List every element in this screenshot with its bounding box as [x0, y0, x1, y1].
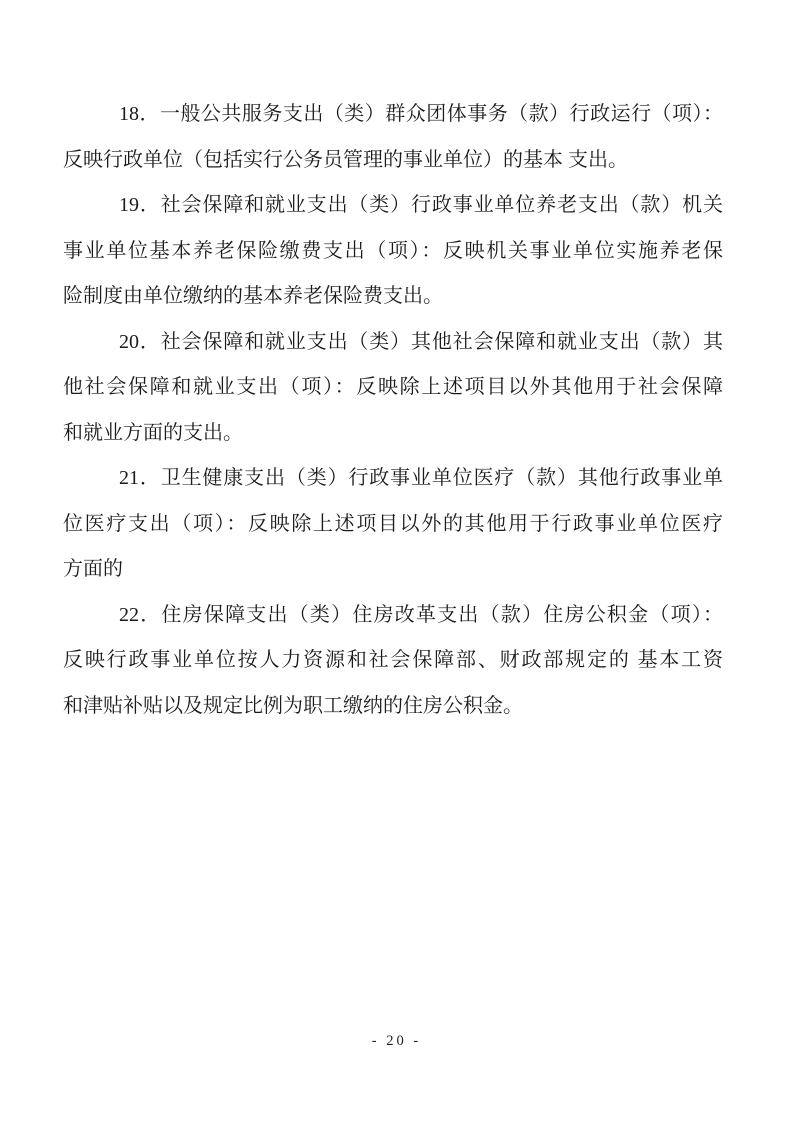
text-line: 险制度由单位缴纳的基本养老保险费支出。: [63, 285, 443, 307]
text-line: 反映行政单位（包括实行公务员管理的事业单位）的基本 支出。: [63, 148, 628, 171]
text-line: 18．一般公共服务支出（类）群众团体事务（款）行政运行（项）：: [119, 103, 723, 125]
paragraph: [63, 320, 723, 457]
paragraph: [63, 456, 723, 593]
paragraph: [63, 183, 723, 320]
text-line: 22．住房保障支出（类）住房改革支出（款）住房公积金（项）：: [119, 603, 723, 626]
text-line: 和就业方面的支出。: [63, 421, 243, 444]
document-body: [63, 92, 723, 729]
text-line: 19．社会保障和就业支出（类）行政事业单位养老支出（款）机关: [119, 194, 723, 216]
paragraph: [63, 92, 723, 183]
text-line: 反映行政事业单位按人力资源和社会保障部、财政部规定的 基本工资: [63, 649, 723, 671]
text-line: 20．社会保障和就业支出（类）其他社会保障和就业支出（款）其: [119, 330, 723, 353]
text-line: 方面的: [63, 558, 123, 580]
text-line: 和津贴补贴以及规定比例为职工缴纳的住房公积金。: [63, 694, 523, 717]
page-number: - 20 -: [371, 1033, 422, 1049]
text-line: 21．卫生健康支出（类）行政事业单位医疗（款）其他行政事业单: [119, 467, 723, 489]
page-footer: [0, 1032, 793, 1050]
text-line: 位医疗支出（项）：反映除上述项目以外的其他用于行政事业单位医疗: [63, 512, 723, 535]
paragraph: [63, 593, 723, 730]
text-line: 他社会保障和就业支出（项）：反映除上述项目以外其他用于社会保障: [63, 376, 723, 398]
text-line: 事业单位基本养老保险缴费支出（项）：反映机关事业单位实施养老保: [63, 239, 723, 262]
